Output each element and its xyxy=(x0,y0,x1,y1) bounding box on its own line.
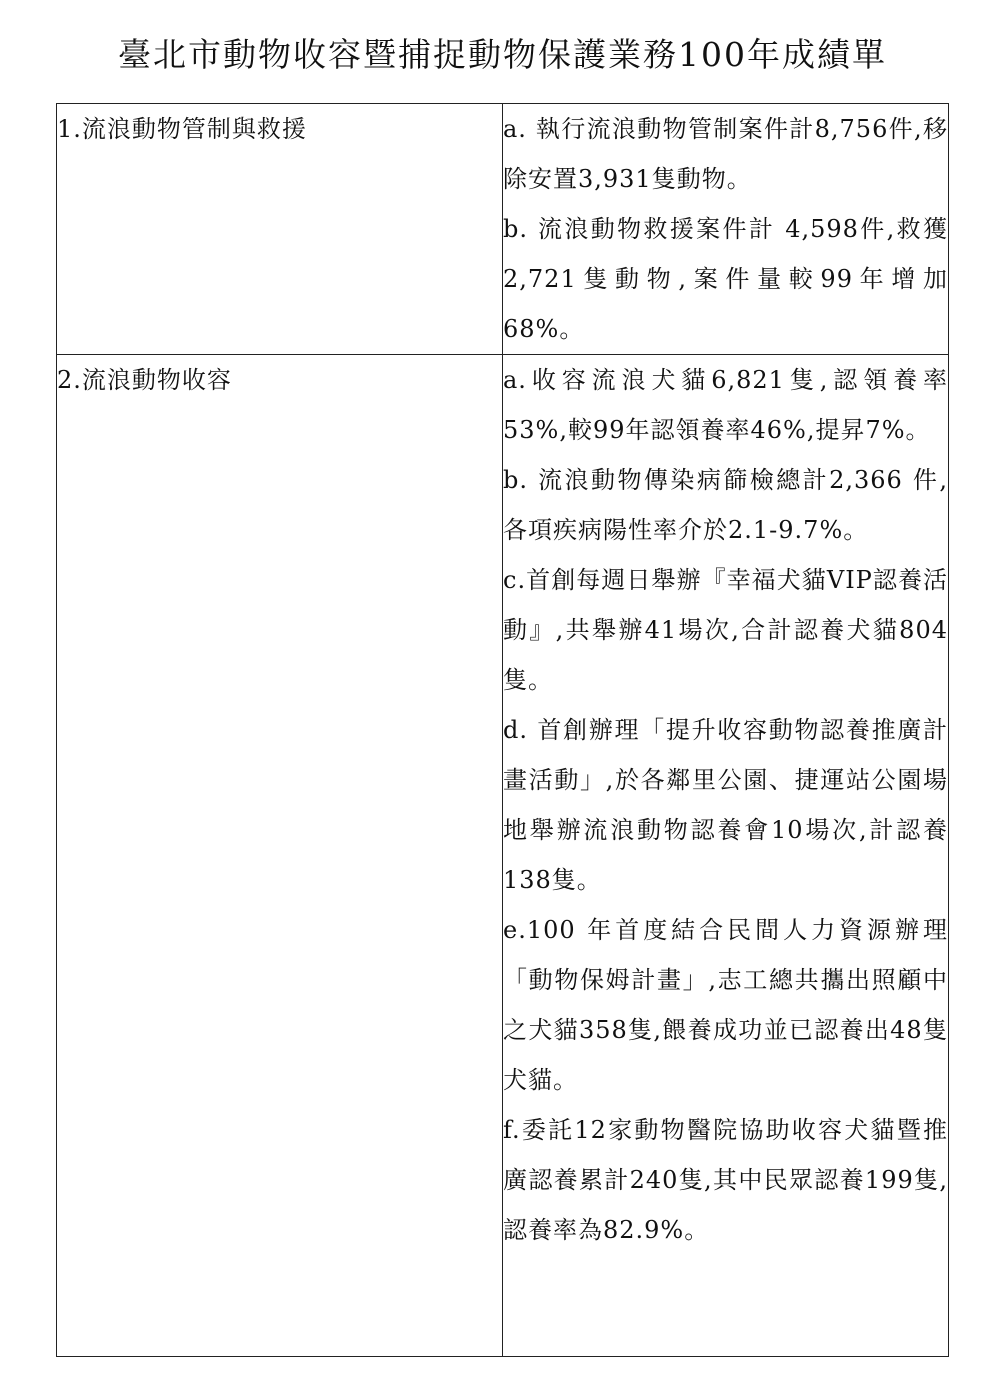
achievement-table xyxy=(56,103,949,1357)
category-label: 2.流浪動物收容 xyxy=(57,366,232,394)
details-cell xyxy=(503,104,949,355)
detail-item: c.首創每週日舉辦『幸福犬貓VIP認養活動』,共舉辦41場次,合計認養犬貓804隻。 xyxy=(503,566,948,694)
document-title: 臺北市動物收容暨捕捉動物保護業務100年成績單 xyxy=(118,35,887,74)
details-cell xyxy=(503,355,949,1357)
detail-item: a.收容流浪犬貓6,821隻,認領養率53%,較99年認領養率46%,提昇7%。 xyxy=(503,366,948,444)
detail-item: b. 流浪動物救援案件計 4,598件,救獲2,721隻動物,案件量較99年增加68%。 xyxy=(503,215,948,343)
category-cell xyxy=(57,104,503,355)
detail-item: a. 執行流浪動物管制案件計8,756件,移除安置3,931隻動物。 xyxy=(503,115,948,193)
detail-item: d. 首創辦理「提升收容動物認養推廣計畫活動」,於各鄰里公園、捷運站公園場地舉辦流浪動物認養會10場次,計認養138隻。 xyxy=(503,716,948,894)
table-row xyxy=(57,355,949,1357)
detail-item: f.委託12家動物醫院協助收容犬貓暨推廣認養累計240隻,其中民眾認養199隻,認養率為82.9%。 xyxy=(503,1116,948,1244)
category-cell xyxy=(57,355,503,1357)
detail-item: b. 流浪動物傳染病篩檢總計2,366 件,各項疾病陽性率介於2.1-9.7%。 xyxy=(503,466,948,544)
table-row xyxy=(57,104,949,355)
detail-item: e.100 年首度結合民間人力資源辦理「動物保姆計畫」,志工總共攜出照顧中之犬貓358隻,餵養成功並已認養出48隻犬貓。 xyxy=(503,916,948,1094)
category-label: 1.流浪動物管制與救援 xyxy=(57,115,307,143)
